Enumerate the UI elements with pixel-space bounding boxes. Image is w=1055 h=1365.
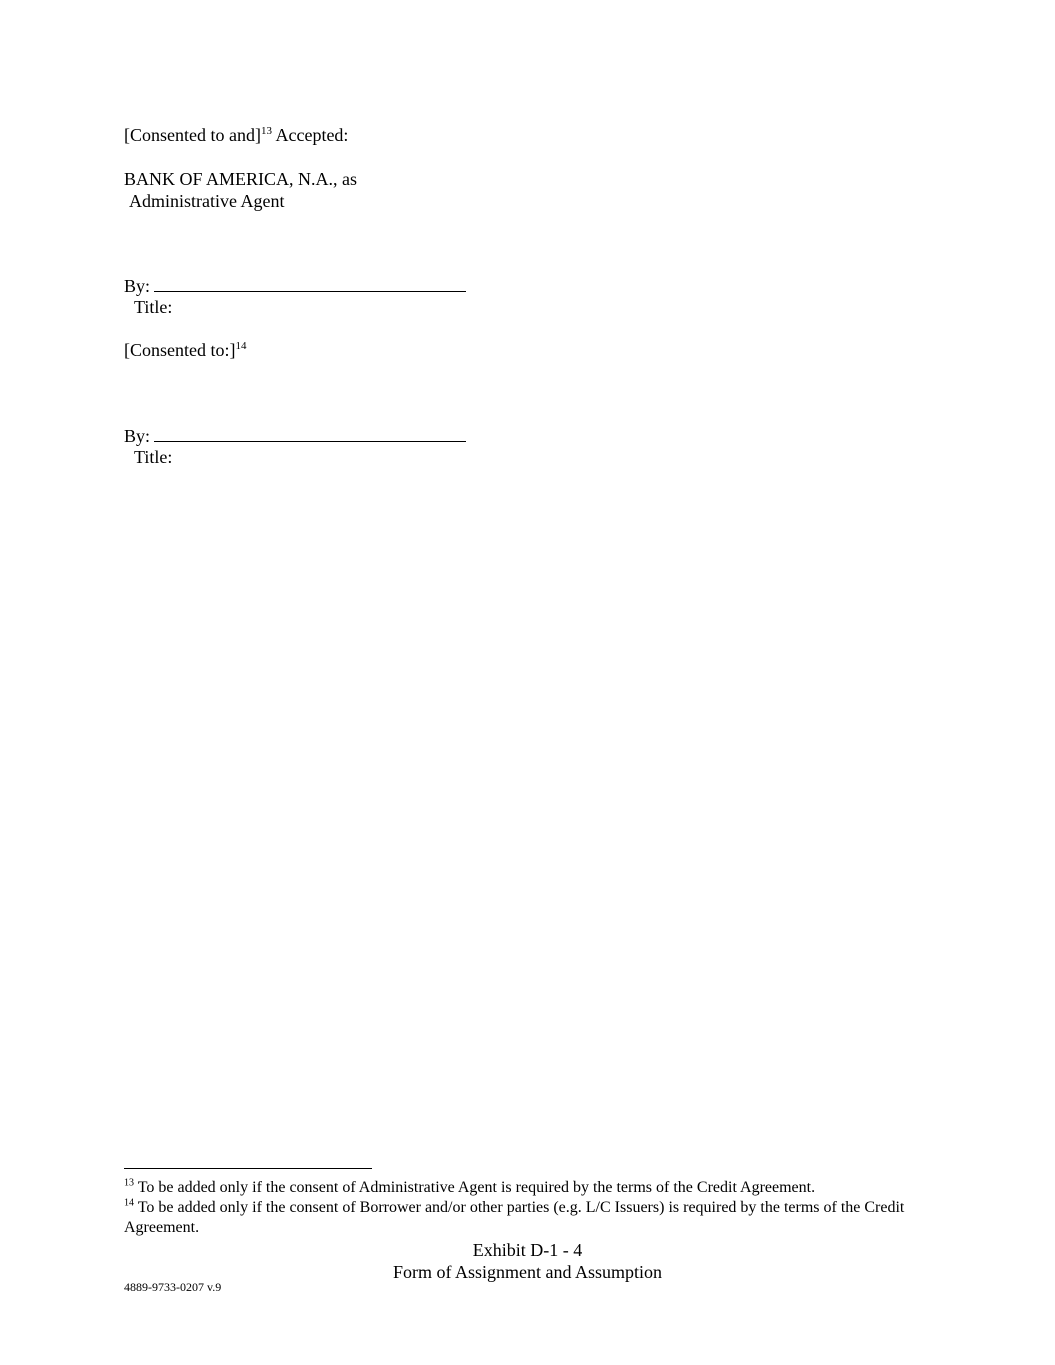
consented-to-line: [124, 339, 246, 361]
signature-line-2: [124, 424, 466, 447]
signature-line-1: [124, 274, 466, 297]
consented-accepted-line: [124, 124, 348, 146]
footnote-14: [124, 1198, 936, 1238]
consented-accepted-prefix: [Consented to and]: [124, 125, 261, 145]
title-label: Title:: [134, 447, 173, 467]
signature-blank: [154, 274, 466, 292]
footnote-divider: [124, 1168, 372, 1169]
footnote-ref-13: 13: [260, 125, 272, 137]
consented-to-text: [Consented to:]: [124, 340, 236, 360]
by-label: By:: [124, 276, 151, 296]
title-label: Title:: [134, 297, 173, 317]
footnote-text: To be added only if the consent of Administrative Agent is required by the terms of the Credit Agreement.: [134, 1179, 816, 1196]
agent-name: BANK OF AMERICA, N.A., as: [124, 169, 358, 189]
footnotes: [124, 1178, 936, 1238]
by-label: By:: [124, 426, 151, 446]
signature-blank: [154, 424, 466, 442]
document-id: 4889-9733-0207 v.9: [124, 1280, 222, 1294]
form-title: Form of Assignment and Assumption: [392, 1262, 662, 1282]
agent-role: Administrative Agent: [129, 191, 285, 211]
footnote-ref-14: 14: [235, 340, 247, 352]
footnote-number: 14: [124, 1197, 134, 1209]
footnote-number: 13: [124, 1177, 134, 1189]
consented-accepted-suffix: Accepted:: [271, 125, 349, 145]
footnote-text: To be added only if the consent of Borrower and/or other parties (e.g. L/C Issuers) is required by the terms of the Credit Agreement.: [124, 1199, 905, 1236]
footnote-13: [124, 1178, 936, 1198]
exhibit-label: Exhibit D-1 - 4: [472, 1240, 583, 1260]
